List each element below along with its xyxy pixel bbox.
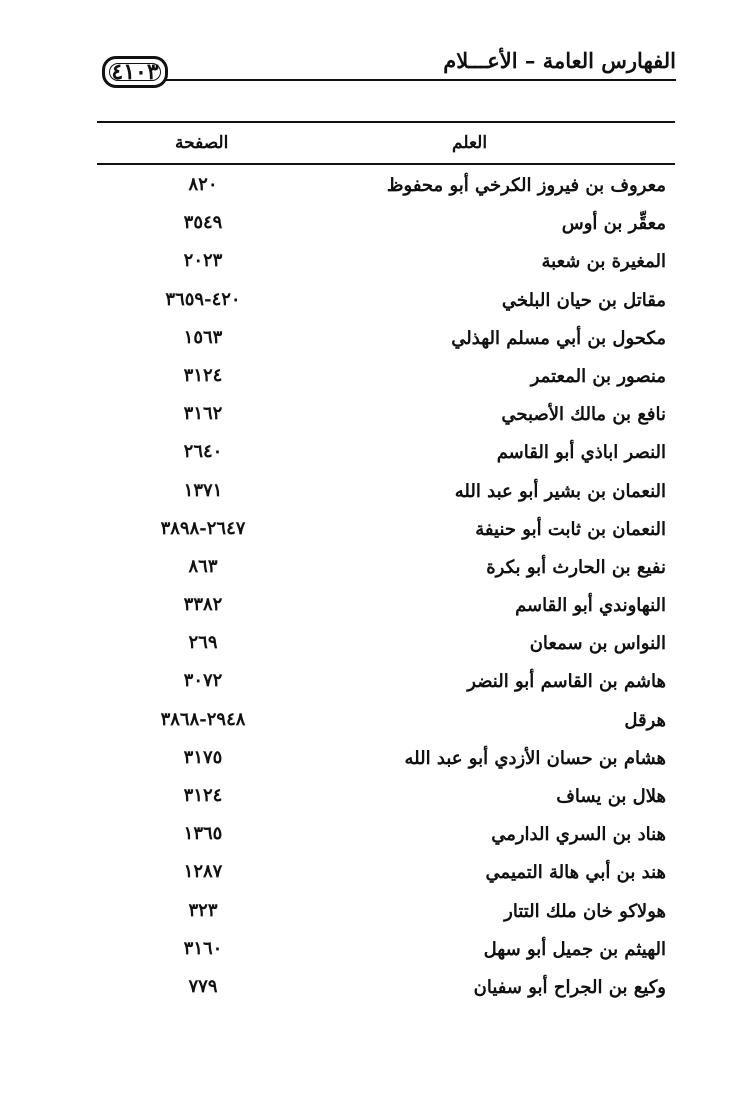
page-header	[0, 0, 754, 100]
entry-page: ٣٣٨٢	[183, 594, 223, 616]
entry-name: النصر اباذي أبو القاسم	[496, 442, 666, 464]
entry-name: نفيع بن الحارث أبو بكرة	[486, 556, 666, 578]
entry-page: ٢٦٩	[188, 632, 218, 654]
entry-page: ٣١٦٢	[183, 403, 223, 425]
entry-name: نافع بن مالك الأصبحي	[501, 404, 666, 426]
entry-page: ١٢٨٧	[183, 861, 223, 883]
entry-name: هولاكو خان ملك التتار	[504, 900, 666, 922]
entry-name: هشام بن حسان الأزدي أبو عبد الله	[404, 747, 666, 769]
entry-page: ٣١٢٤	[183, 785, 223, 806]
header-rule-line	[97, 163, 675, 165]
entry-name: النواس بن سمعان	[529, 633, 666, 655]
table-row	[97, 171, 675, 209]
table-row	[97, 362, 675, 400]
entry-name: معقِّر بن أوس	[561, 213, 666, 235]
table-rows	[97, 171, 675, 1011]
entry-name: هند بن أبي هالة التميمي	[485, 862, 666, 884]
entry-page: ٤٢٠-٣٦٥٩	[165, 288, 241, 310]
table-row	[97, 820, 675, 858]
entry-page: ٣١٧٥	[183, 746, 223, 768]
table-row	[97, 286, 675, 324]
header-rule	[165, 79, 676, 81]
table-row	[97, 515, 675, 553]
entry-name: وكيع بن الجراح أبو سفيان	[473, 976, 666, 998]
table-row	[97, 591, 675, 629]
entry-page: ٨٦٣	[188, 555, 218, 577]
entry-name: الهيثم بن جميل أبو سهل	[483, 938, 666, 960]
entry-page: ٢٠٢٣	[183, 250, 223, 272]
entry-page: ١٣٧١	[183, 479, 223, 501]
table-row	[97, 782, 675, 820]
table-row	[97, 744, 675, 782]
table-row	[97, 935, 675, 973]
entry-page: ٢٦٤٧-٣٨٩٨	[160, 517, 246, 539]
table-row	[97, 858, 675, 896]
entry-name: هاشم بن القاسم أبو النضر	[467, 671, 666, 693]
entry-page: ٢٦٤٠	[183, 441, 223, 463]
entry-name: النعمان بن ثابت أبو حنيفة	[475, 518, 666, 540]
table-top-rule	[97, 121, 675, 123]
running-title: الفهارس العامة – الأعـــلام	[443, 48, 676, 73]
entry-name: مقاتل بن حيان البلخي	[501, 289, 666, 311]
table-row	[97, 667, 675, 705]
table-row	[97, 324, 675, 362]
entry-name: هناد بن السري الدارمي	[491, 824, 666, 846]
entry-name: معروف بن فيروز الكرخي أبو محفوظ	[386, 175, 666, 196]
table-row	[97, 400, 675, 438]
entry-page: ٣٢٣	[188, 899, 218, 921]
table-row	[97, 477, 675, 515]
entry-page: ١٣٦٥	[183, 823, 223, 845]
entry-name: هلال بن يساف	[556, 786, 666, 807]
column-header-name: العلم	[452, 133, 488, 153]
column-header-page: الصفحة	[175, 133, 229, 153]
table-row	[97, 209, 675, 247]
entry-page: ٣٥٤٩	[183, 212, 223, 234]
page-number-badge: ٤١٠٣	[102, 56, 168, 88]
table-row	[97, 438, 675, 476]
table-row	[97, 553, 675, 591]
entry-page: ١٥٦٣	[183, 326, 223, 348]
entry-page: ٣١٢٤	[183, 364, 223, 386]
table-row	[97, 706, 675, 744]
entry-name: النهاوندي أبو القاسم	[515, 595, 666, 617]
entry-name: منصور بن المعتمر	[530, 365, 666, 387]
table-row	[97, 897, 675, 935]
entry-page: ٣٠٧٢	[183, 670, 223, 692]
entry-page: ٧٧٩	[188, 975, 218, 997]
entry-page: ٨٢٠	[188, 174, 218, 195]
entry-page: ٣١٦٠	[183, 937, 223, 959]
table-row	[97, 973, 675, 1011]
entry-name: هرقل	[624, 709, 666, 731]
entry-name: المغيرة بن شعبة	[541, 251, 666, 273]
table-row	[97, 629, 675, 667]
table-row	[97, 247, 675, 285]
entry-page: ٢٩٤٨-٣٨٦٨	[160, 708, 246, 730]
entry-name: النعمان بن بشير أبو عبد الله	[454, 480, 666, 502]
entry-name: مكحول بن أبي مسلم الهذلي	[451, 327, 666, 349]
